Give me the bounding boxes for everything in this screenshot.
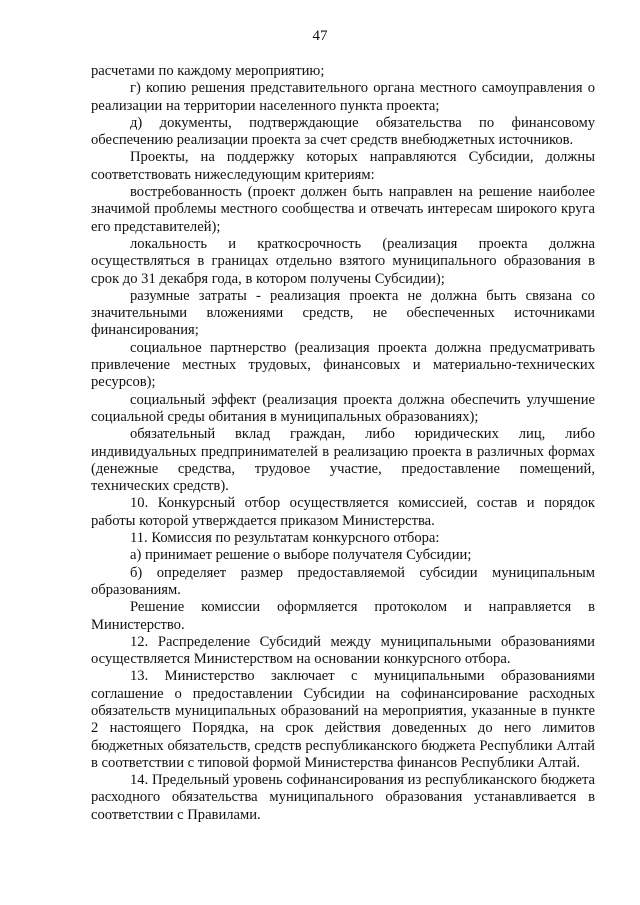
paragraph-clause-11: 11. Комиссия по результатам конкурсного отбора: bbox=[130, 530, 440, 547]
paragraph-criterion-demand: востребованность (проект должен быть направлен на решение наиболее значимой проблемы местного сообщества и отвечать интересам широкого круга его представителей); bbox=[91, 184, 595, 235]
paragraph-clause-11-b: б) определяет размер предоставляемой субсидии муниципальным образованиям. bbox=[91, 564, 595, 598]
paragraph-continuation: расчетами по каждому мероприятию; bbox=[91, 63, 325, 79]
paragraph-item-g: г) копию решения представительного органа местного самоуправления о реализации на территории населенного пункта проекта; bbox=[91, 80, 595, 114]
paragraph-criteria-intro: Проекты, на поддержку которых направляются Субсидии, должны соответствовать нижеследующим критериям: bbox=[91, 149, 595, 183]
paragraph-clause-11-a: а) принимает решение о выборе получателя Субсидии; bbox=[130, 547, 472, 564]
paragraph-decision: Решение комиссии оформляется протоколом и направляется в Министерство. bbox=[91, 599, 595, 633]
paragraph-criterion-effect: социальный эффект (реализация проекта должна обеспечить улучшение социальной среды обитания в муниципальных образованиях); bbox=[91, 391, 595, 425]
paragraph-criterion-partnership: социальное партнерство (реализация проекта должна предусматривать привлечение местных трудовых, финансовых и материально-технических ресурсов); bbox=[91, 339, 595, 391]
paragraph-criterion-locality: локальность и краткосрочность (реализация проекта должна осуществляться в границах отдельно взятого муниципального образования в срок до 31 декабря года, в котором получены Субсидии); bbox=[91, 235, 595, 287]
document-body bbox=[91, 63, 595, 824]
paragraph-clause-10: 10. Конкурсный отбор осуществляется комиссией, состав и порядок работы которой утверждается приказом Министерства. bbox=[91, 495, 595, 529]
paragraph-criterion-contribution: обязательный вклад граждан, либо юридических лиц, либо индивидуальных предпринимателей в реализацию проекта в различных формах (денежные средства, трудовое участие, предоставление помещений, технических средств). bbox=[91, 426, 595, 495]
paragraph-clause-13: 13. Министерство заключает с муниципальными образованиями соглашение о предоставлении Субсидии на софинансирование расходных обязательств муниципальных образований на мероприятия, указанные в пункте 2 настоящего Порядка, на срок действия доведенных до него лимитов бюджетных обязательств, средств республиканского бюджета Республики Алтай в соответствии с типовой формой Министерства финансов Республики Алтай. bbox=[91, 668, 595, 771]
page-number: 47 bbox=[312, 28, 328, 44]
paragraph-criterion-costs: разумные затраты - реализация проекта не должна быть связана со значительными вложениями средств, не обеспеченных источниками финансирования; bbox=[91, 287, 595, 339]
paragraph-item-d: д) документы, подтверждающие обязательства по финансовому обеспечению реализации проекта за счет средств внебюджетных источников. bbox=[91, 114, 595, 149]
paragraph-clause-12: 12. Распределение Субсидий между муниципальными образованиями осуществляется Министерством на основании конкурсного отбора. bbox=[91, 633, 595, 668]
paragraph-clause-14: 14. Предельный уровень софинансирования из республиканского бюджета расходного обязательства муниципального образования устанавливается в соответствии с Правилами. bbox=[91, 772, 595, 823]
